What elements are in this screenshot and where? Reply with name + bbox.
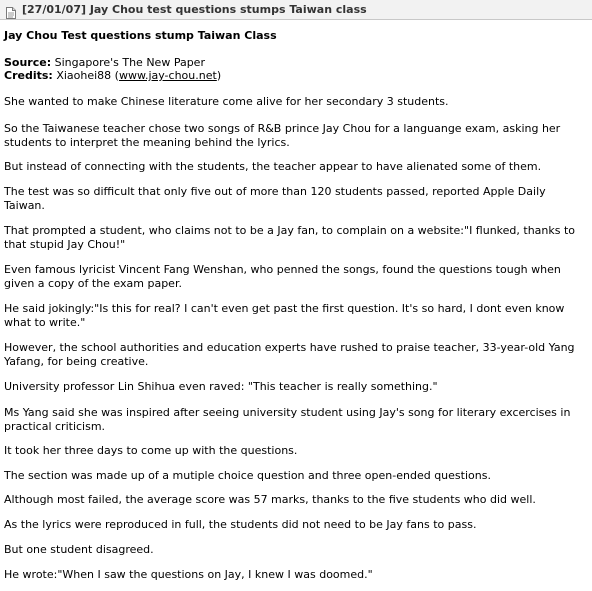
paragraph: It took her three days to come up with the questions. [4,444,298,457]
paragraph: But instead of connecting with the students, the teacher appear to have alienated some of them. [4,160,542,173]
source-line [4,56,589,69]
post-header [0,0,592,20]
paragraph: He wrote:"When I saw the questions on Jay, I knew I was doomed." [4,568,373,581]
paragraph: That prompted a student, who claims not to be a Jay fan, to complain on a website:"I flunked, thanks to that stupid Jay Chou!" [4,224,576,251]
paragraph: University professor Lin Shihua even raved: "This teacher is really something." [4,380,438,393]
credits-label: Credits: [4,69,53,82]
paragraph: The test was so difficult that only five out of more than 120 students passed, reported Apple Daily Taiwan. [4,185,546,212]
source-value: Singapore's The New Paper [54,56,205,69]
credits-name: Xiaohei88 [56,69,112,82]
paragraph: She wanted to make Chinese literature come alive for her secondary 3 students. [4,95,449,108]
paragraph: Even famous lyricist Vincent Fang Wenshan, who penned the songs, found the questions tough when given a copy of the exam paper. [4,263,561,290]
credits-close-paren: ) [216,69,222,82]
paragraph: He said jokingly:"Is this for real? I can't even get past the first question. It's so hard, I dont even know what to write." [4,302,565,329]
paragraph: But one student disagreed. [4,543,154,556]
paragraph: Although most failed, the average score was 57 marks, thanks to the five students who did well. [4,493,536,506]
article-title: Jay Chou Test questions stump Taiwan Class [4,29,277,42]
article-meta [4,56,589,82]
credits-open-paren: ( [114,69,119,82]
document-icon [6,4,16,16]
post-body [4,29,589,582]
credits-line [4,69,589,82]
paragraph: However, the school authorities and education experts have rushed to praise teacher, 33-year-old Yang Yafang, for being creative. [4,341,575,368]
credits-link[interactable]: www.jay-chou.net [118,69,217,82]
post-title[interactable]: [27/01/07] Jay Chou test questions stumps Taiwan class [22,3,367,16]
paragraph: So the Taiwanese teacher chose two songs of R&B prince Jay Chou for a languange exam, asking her students to interpret the meaning behind the lyrics. [4,122,561,149]
paragraph: As the lyrics were reproduced in full, the students did not need to be Jay fans to pass. [4,518,477,531]
paragraph: The section was made up of a mutiple choice question and three open-ended questions. [4,469,491,482]
source-label: Source: [4,56,52,69]
paragraph: Ms Yang said she was inspired after seeing university student using Jay's song for literary excercises in practical criticism. [4,406,571,433]
